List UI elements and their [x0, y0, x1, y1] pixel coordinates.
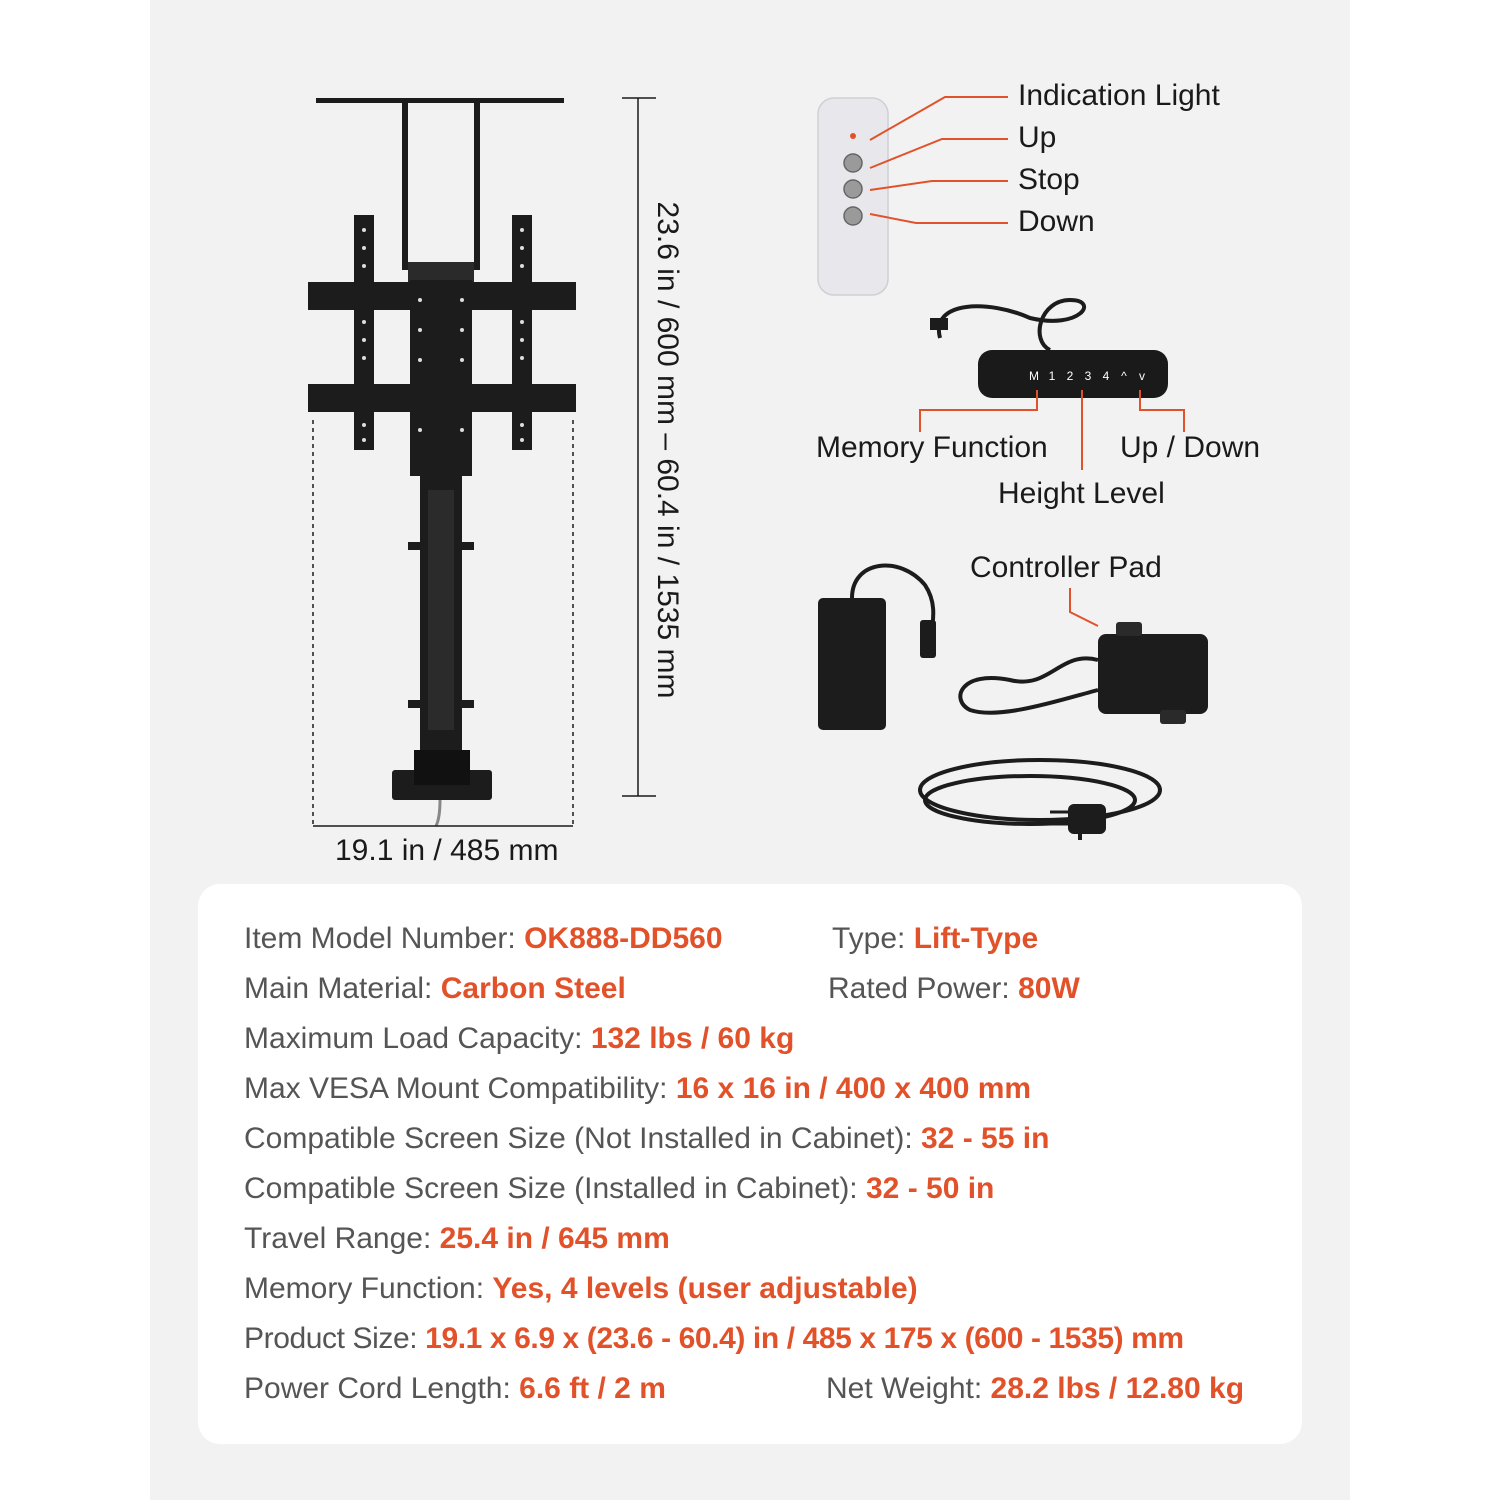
- memory-function-label: Memory Function: [816, 431, 1048, 464]
- up-down-label: Up / Down: [1120, 431, 1261, 464]
- indication-light-label: Indication Light: [1018, 79, 1220, 112]
- spec-size: Product Size: 19.1 x 6.9 x (23.6 - 60.4) in / 485 x 175 x (600 - 1535) mm: [244, 1322, 1184, 1355]
- tv-lift-product: [308, 98, 576, 800]
- keypad-device: [930, 300, 1168, 398]
- spec-memory: Memory Function: Yes, 4 levels (user adjustable): [244, 1272, 918, 1305]
- spec-load: Maximum Load Capacity: 132 lbs / 60 kg: [244, 1022, 795, 1055]
- keypad-key-0: M: [1029, 369, 1039, 383]
- remote-leader-lines: [870, 97, 1008, 223]
- height-level-label: Height Level: [998, 477, 1165, 510]
- spec-travel: Travel Range: 25.4 in / 645 mm: [244, 1222, 670, 1255]
- width-dimension-label: 19.1 in / 485 mm: [335, 834, 559, 867]
- controller-pad: [960, 622, 1208, 724]
- height-dimension-label: 23.6 in / 600 mm – 60.4 in / 1535 mm: [651, 201, 684, 699]
- dimension-lines: [313, 98, 656, 828]
- keypad-key-2: 2: [1066, 369, 1074, 383]
- remote-control: [818, 98, 888, 295]
- keypad-key-3: 3: [1084, 369, 1092, 383]
- up-label: Up: [1018, 121, 1057, 154]
- keypad-key-6: v: [1139, 369, 1145, 383]
- down-label: Down: [1018, 205, 1095, 238]
- keypad-key-1: 1: [1048, 369, 1056, 383]
- spec-cord: Power Cord Length: 6.6 ft / 2 m: [244, 1372, 666, 1405]
- power-cord: [920, 760, 1160, 840]
- keypad-key-5: ^: [1121, 369, 1127, 383]
- spec-power: Rated Power: 80W: [828, 972, 1080, 1005]
- stop-label: Stop: [1018, 163, 1080, 196]
- spec-screen-not-installed: Compatible Screen Size (Not Installed in Cabinet): 32 - 55 in: [244, 1122, 1050, 1155]
- specs-card: [198, 884, 1302, 1444]
- keypad-key-4: 4: [1102, 369, 1110, 383]
- controller-pad-label: Controller Pad: [970, 551, 1162, 584]
- spec-type: Type: Lift-Type: [832, 922, 1039, 955]
- power-adapter: [818, 566, 936, 730]
- spec-screen-installed: Compatible Screen Size (Installed in Cabinet): 32 - 50 in: [244, 1172, 995, 1205]
- spec-material: Main Material: Carbon Steel: [244, 972, 626, 1005]
- controller-leader-line: [1070, 588, 1098, 626]
- spec-vesa: Max VESA Mount Compatibility: 16 x 16 in / 400 x 400 mm: [244, 1072, 1032, 1105]
- spec-weight: Net Weight: 28.2 lbs / 12.80 kg: [826, 1372, 1245, 1405]
- spec-model: Item Model Number: OK888-DD560: [244, 922, 723, 955]
